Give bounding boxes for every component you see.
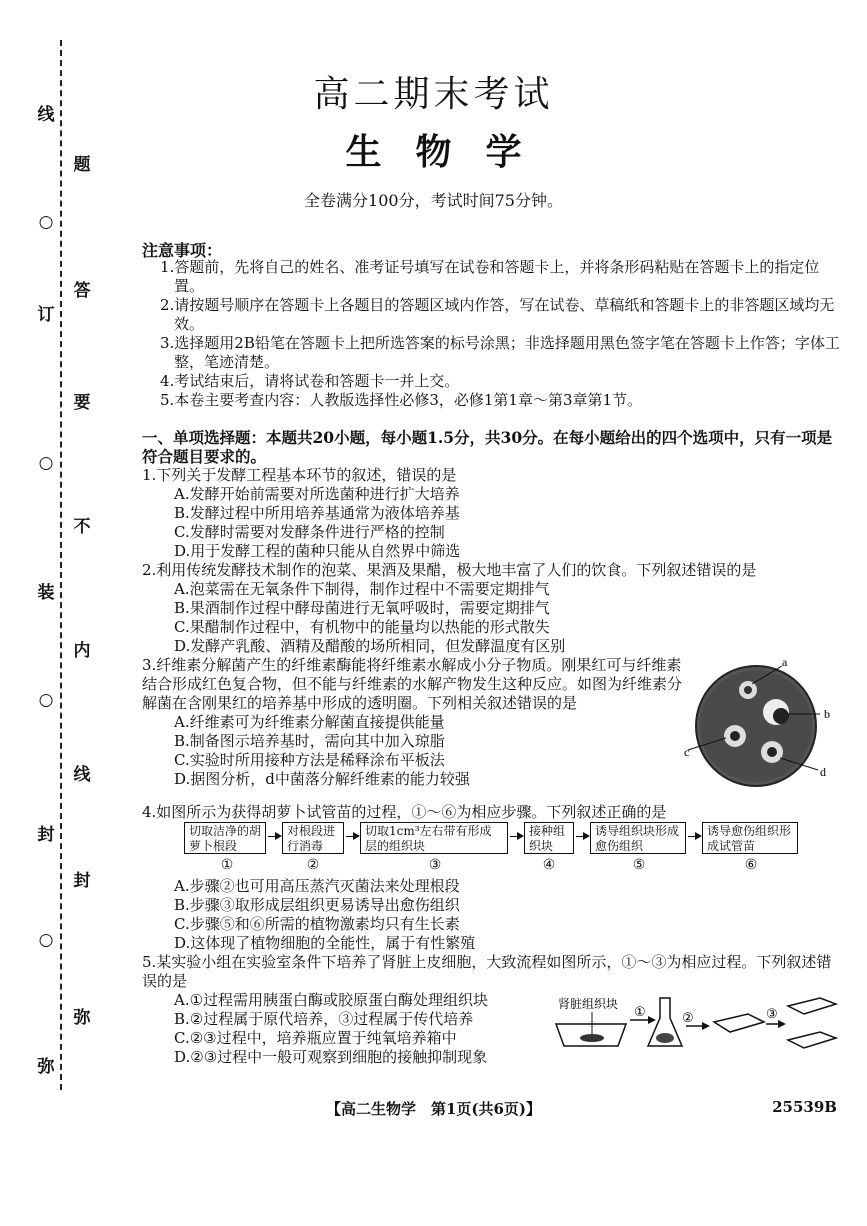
dish-label-d: d — [820, 765, 826, 779]
margin-char: 答 — [73, 281, 91, 301]
question-4-stem: 4.如图所示为获得胡萝卜试管苗的过程，①～⑥为相应步骤。下列叙述正确的是 — [142, 803, 667, 821]
flow-step-number: ④ — [542, 857, 556, 873]
margin-char: 题 — [73, 155, 91, 175]
margin-char: 要 — [73, 393, 91, 413]
flow-step-number: ⑥ — [744, 857, 758, 873]
flow-step-number: ③ — [428, 857, 442, 873]
question-3 — [142, 656, 690, 789]
question-stem: 1.下列关于发酵工程基本环节的叙述，错误的是 — [142, 466, 457, 484]
margin-char: 订 — [37, 305, 55, 325]
flow-step-number: ① — [220, 857, 234, 873]
option: A.纤维素可为纤维素分解菌直接提供能量 — [174, 713, 445, 731]
flow-arrow — [576, 836, 588, 837]
option: B.果酒制作过程中酵母菌进行无氧呼吸时，需要定期排气 — [174, 599, 550, 617]
question-5-stem: 5.某实验小组在实验室条件下培养了肾脏上皮细胞，大致流程如图所示，①～③为相应过程。下列叙述错误的是 — [142, 953, 832, 990]
notice-heading: 注意事项： — [142, 241, 223, 260]
question-stem: 3.纤维素分解菌产生的纤维素酶能将纤维素水解成小分子物质。刚果红可与纤维素结合形成红色复合物，但不能与纤维素的水解产物发生这种反应。如图为纤维素分解菌在含刚果红的培养基中形成的透明圈。下列相关叙述错误的是 — [142, 656, 683, 712]
option: D.据图分析，d中菌落分解纤维素的能力较强 — [174, 770, 470, 788]
notice-item: 3.选择题用2B铅笔在答题卡上把所选答案的标号涂黑；非选择题用黑色签字笔在答题卡上作答；字体工整，笔迹清楚。 — [160, 334, 840, 371]
flow-step-box: 对根段进行消毒 — [282, 822, 344, 854]
option: B.②过程属于原代培养，③过程属于传代培养 — [174, 1010, 474, 1028]
flow-step-number: ② — [306, 857, 320, 873]
dish-label-a: a — [782, 655, 788, 669]
flow-step-box: 切取1cm³左右带有形成层的组织块 — [360, 822, 508, 854]
option: B.步骤③取形成层组织更易诱导出愈伤组织 — [174, 896, 460, 914]
margin-char: 内 — [73, 641, 91, 661]
margin-char: 线 — [73, 765, 91, 785]
option: A.泡菜需在无氧条件下制得，制作过程中不需要定期排气 — [174, 580, 550, 598]
margin-char: 不 — [73, 517, 91, 537]
option: D.发酵产乳酸、酒精及醋酸的场所相同，但发酵温度有区别 — [174, 637, 566, 655]
flow-step-box: 诱导愈伤组织形成试管苗 — [702, 822, 798, 854]
margin-char: ○ — [38, 690, 54, 710]
flow-step-number: ⑤ — [632, 857, 646, 873]
kidney-step: ② — [682, 1010, 694, 1025]
flow-arrow — [510, 836, 522, 837]
margin-char: 封 — [37, 825, 55, 845]
exam-code: 25539B — [772, 1098, 837, 1116]
subject-title: 生物学 — [345, 131, 556, 173]
flow-arrow — [268, 836, 280, 837]
petri-dish-figure — [684, 652, 862, 792]
margin-char: 封 — [73, 871, 91, 891]
flow-step-box: 诱导组织块形成愈伤组织 — [590, 822, 686, 854]
notice-item: 2.请按题号顺序在答题卡上各题目的答题区域内作答，写在试卷、草稿纸和答题卡上的非答题区域均无效。 — [160, 296, 835, 333]
dish-label-c: c — [684, 745, 690, 759]
notice-list — [142, 258, 842, 410]
question-5-options — [142, 991, 552, 1067]
option: C.发酵时需要对发酵条件进行严格的控制 — [174, 523, 445, 541]
option: D.这体现了植物细胞的全能性，属于有性繁殖 — [174, 934, 476, 952]
option: C.果醋制作过程中，有机物中的能量均以热能的形式散失 — [174, 618, 550, 636]
option: C.步骤⑤和⑥所需的植物激素均只有生长素 — [174, 915, 460, 933]
dish-label-b: b — [824, 707, 830, 721]
option: B.发酵过程中所用培养基通常为液体培养基 — [174, 504, 460, 522]
notice-item: 1.答题前，先将自己的姓名、准考证号填写在试卷和答题卡上，并将条形码粘贴在答题卡上的指定位置。 — [160, 258, 820, 295]
option: C.②③过程中，培养瓶应置于纯氧培养箱中 — [174, 1029, 457, 1047]
margin-char: 装 — [37, 583, 55, 603]
option: D.②③过程中一般可观察到细胞的接触抑制现象 — [174, 1048, 488, 1066]
notice-item: 5.本卷主要考查内容：人教版选择性必修3，必修1第1章～第3章第1节。 — [160, 391, 643, 409]
notice-item: 4.考试结束后，请将试卷和答题卡一并上交。 — [160, 372, 460, 390]
score-line: 全卷满分100分，考试时间75分钟。 — [304, 191, 563, 210]
kidney-culture-figure — [552, 994, 842, 1064]
margin-char: ○ — [38, 212, 54, 232]
flow-step-box: 接种组织块 — [524, 822, 574, 854]
kidney-step: ① — [634, 1004, 646, 1019]
margin-char: 线 — [37, 105, 55, 125]
option: B.制备图示培养基时，需向其中加入琼脂 — [174, 732, 445, 750]
exam-title: 高二期末考试 — [313, 74, 554, 115]
flow-step-box: 切取洁净的胡萝卜根段 — [184, 822, 266, 854]
option: A.①过程需用胰蛋白酶或胶原蛋白酶处理组织块 — [174, 991, 489, 1009]
margin-char: 弥 — [37, 1057, 55, 1077]
kidney-step: ③ — [766, 1006, 778, 1021]
flow-arrow — [688, 836, 700, 837]
margin-char: ○ — [38, 930, 54, 950]
flow-arrow — [346, 836, 358, 837]
option: C.实验时所用接种方法是稀释涂布平板法 — [174, 751, 445, 769]
question-stem: 2.利用传统发酵技术制作的泡菜、果酒及果醋，极大地丰富了人们的饮食。下列叙述错误的是 — [142, 561, 757, 579]
question-4-options — [142, 877, 842, 953]
option: A.发酵开始前需要对所选菌种进行扩大培养 — [174, 485, 460, 503]
page-footer: 【高二生物学 第1页(共6页)】 — [325, 1100, 542, 1118]
margin-char: ○ — [38, 453, 54, 473]
option: D.用于发酵工程的菌种只能从自然界中筛选 — [174, 542, 461, 560]
margin-char: 弥 — [73, 1008, 91, 1028]
question-1 — [142, 466, 842, 561]
option: A.步骤②也可用高压蒸汽灭菌法来处理根段 — [174, 877, 460, 895]
question-2 — [142, 561, 842, 656]
section-heading: 一、单项选择题：本题共20小题，每小题1.5分，共30分。在每小题给出的四个选项中，只有一项是符合题目要求的。 — [142, 428, 833, 466]
carrot-flow-diagram — [180, 822, 800, 876]
kidney-label: 肾脏组织块 — [558, 997, 619, 1011]
